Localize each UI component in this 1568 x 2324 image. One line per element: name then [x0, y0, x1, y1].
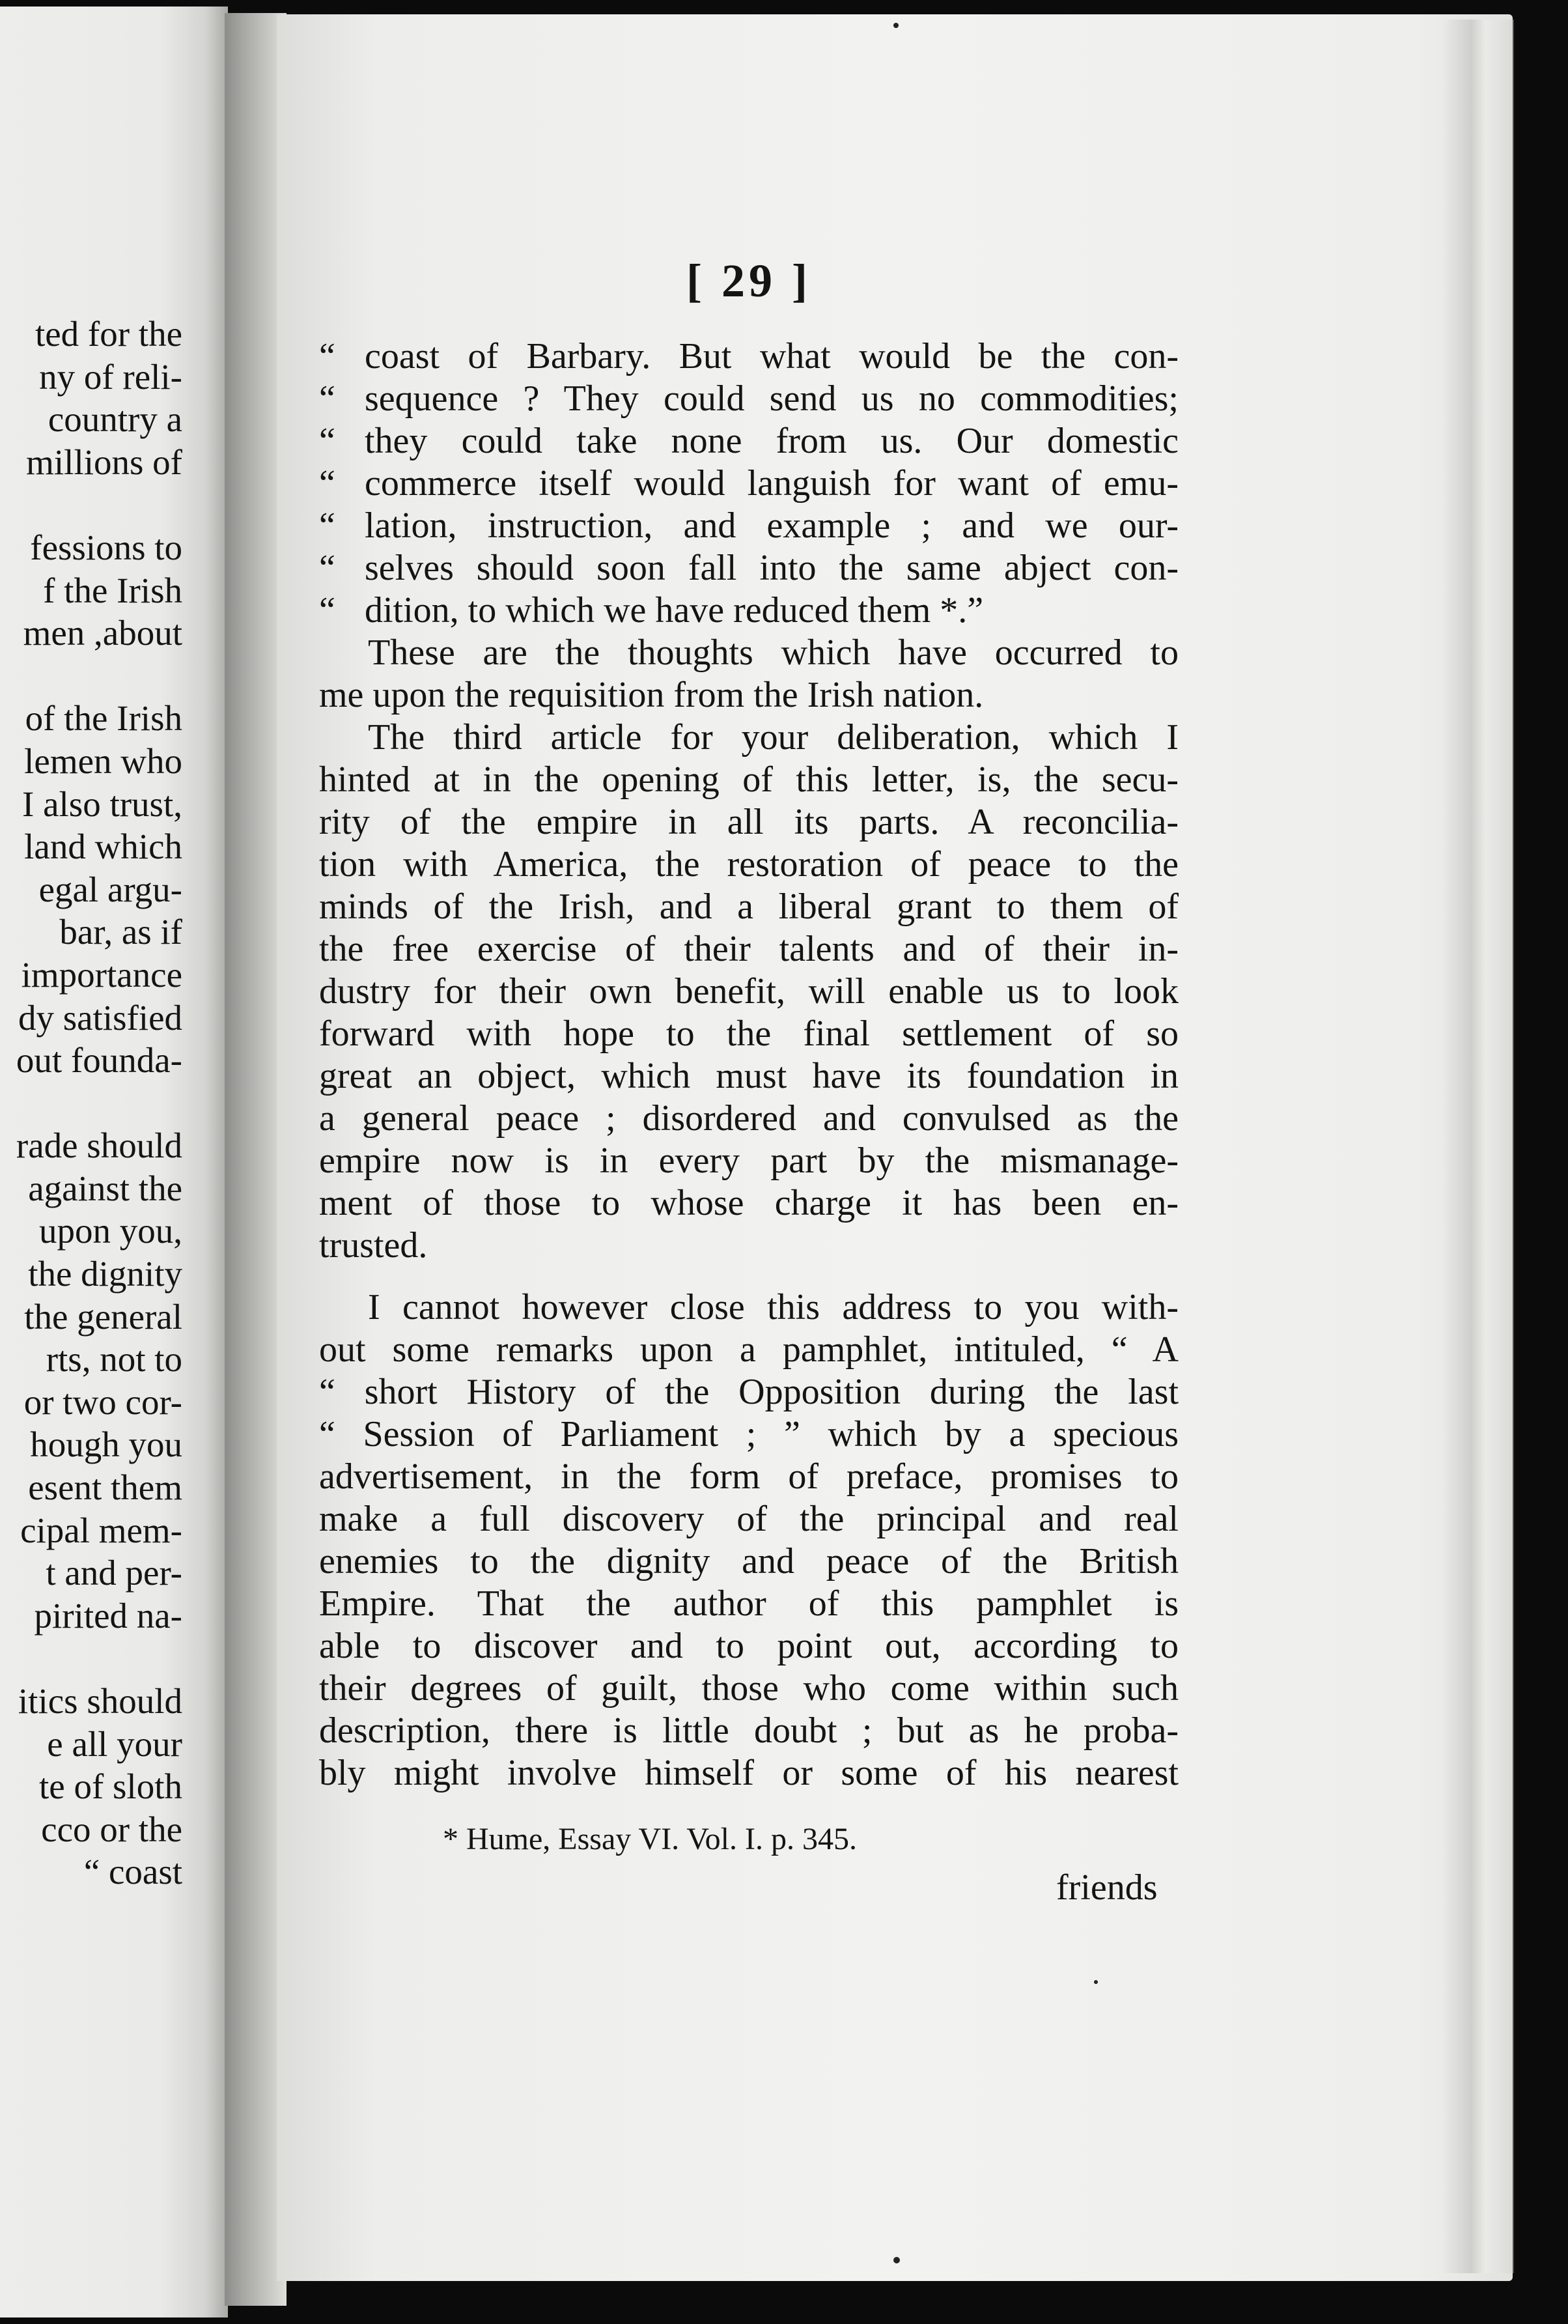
text-line: “ Session of Parliament ; ” which by a specious: [319, 1414, 1179, 1454]
text-line: hinted at in the opening of this letter, is, the secu-: [319, 759, 1179, 800]
quote-line: [319, 378, 1179, 420]
left-page-line: pirited na-: [34, 1595, 182, 1636]
quote-line: [319, 547, 1179, 589]
text-line: out some remarks upon a pamphlet, intituled, “ A: [319, 1329, 1179, 1370]
text-line: I cannot however close this address to you with-: [368, 1287, 1179, 1327]
left-page-line: [7, 1637, 182, 1680]
left-page-line: cco or the: [41, 1809, 182, 1849]
left-page-line: cipal mem-: [20, 1510, 182, 1550]
text-line: dustry for their own benefit, will enable us to look: [319, 971, 1179, 1012]
left-page-line: [7, 655, 182, 698]
quote-line-text: coast of Barbary. But what would be the con-: [365, 336, 1179, 376]
text-line: forward with hope to the final settlement of so: [319, 1013, 1179, 1054]
left-page-line: millions of: [26, 442, 182, 482]
quotation-mark: “: [319, 463, 335, 503]
left-page-line: men ,about: [23, 613, 182, 653]
page-body: [319, 335, 1179, 1794]
left-page-line: of the Irish: [25, 698, 182, 739]
paragraph: [319, 1286, 1179, 1794]
left-page-line: or two cor-: [23, 1382, 182, 1422]
text-line: tion with America, the restoration of peace to the: [319, 844, 1179, 885]
left-page-line: ted for the: [35, 314, 182, 354]
left-page-line: esent them: [28, 1467, 182, 1508]
left-page-line: [7, 483, 182, 526]
left-page-line: the dignity: [28, 1254, 182, 1294]
quote-line: [319, 589, 1179, 632]
left-page-line: e all your: [47, 1723, 182, 1764]
text-line: bly might involve himself or some of his nearest: [319, 1753, 1179, 1793]
text-line: advertisement, in the form of preface, promises to: [319, 1456, 1179, 1497]
page-number: [ 29 ]: [686, 255, 811, 307]
left-page-line: [7, 1082, 182, 1125]
left-page-line: fessions to: [30, 527, 182, 567]
text-line: trusted.: [319, 1225, 428, 1266]
ink-speck: [893, 2257, 900, 2263]
paragraph-gap: [319, 1267, 1179, 1286]
quotation-mark: “: [319, 378, 335, 419]
left-page-line: dy satisfied: [18, 997, 182, 1038]
left-page-line: against the: [28, 1168, 182, 1208]
quotation-mark: “: [319, 548, 335, 588]
paragraph: [319, 716, 1179, 1267]
left-page-line: hough you: [30, 1424, 182, 1465]
left-page-line: out founda-: [16, 1040, 182, 1081]
ink-speck: [1094, 1980, 1098, 1984]
left-page-line: “ coast: [83, 1852, 182, 1892]
quotation-mark: “: [319, 590, 335, 631]
text-line: minds of the Irish, and a liberal grant to them of: [319, 886, 1179, 927]
quote-line: [319, 335, 1179, 378]
text-line: great an object, which must have its foundation in: [319, 1056, 1179, 1096]
ink-speck: [893, 23, 899, 28]
text-line: their degrees of guilt, those who come within such: [319, 1668, 1179, 1708]
quote-line: [319, 505, 1179, 547]
left-page-line: bar, as if: [59, 912, 182, 952]
left-page-text: [7, 313, 182, 1893]
text-line: “ short History of the Opposition during the last: [319, 1372, 1179, 1412]
text-line: empire now is in every part by the mismanage-: [319, 1141, 1179, 1181]
quote-line-text: they could take none from us. Our domestic: [365, 421, 1179, 461]
left-page-line: importance: [21, 954, 182, 995]
left-page-line: the general: [24, 1296, 182, 1337]
quote-line-text: lation, instruction, and example ; and we our-: [365, 505, 1179, 546]
quote-line-text: dition, to which we have reduced them *.”: [365, 590, 984, 631]
left-page-line: lemen who: [24, 741, 182, 781]
left-page-line: upon you,: [39, 1211, 182, 1251]
left-page-line: I also trust,: [22, 784, 182, 824]
left-page-line: ny of reli-: [39, 356, 182, 397]
quote-line: [319, 462, 1179, 505]
text-line: description, there is little doubt ; but as he proba-: [319, 1710, 1179, 1751]
quote-line-text: selves should soon fall into the same abject con-: [365, 548, 1179, 588]
text-line: the free exercise of their talents and of their in-: [319, 929, 1179, 969]
text-line: me upon the requisition from the Irish nation.: [319, 675, 984, 715]
footnote: * Hume, Essay VI. Vol. I. p. 345.: [443, 1822, 857, 1856]
text-line: a general peace ; disordered and convulsed as the: [319, 1098, 1179, 1139]
left-page-line: f the Irish: [43, 570, 182, 610]
left-page-line: te of sloth: [39, 1766, 182, 1807]
paragraph: [319, 632, 1179, 716]
quote-line: [319, 420, 1179, 462]
text-line: enemies to the dignity and peace of the British: [319, 1541, 1179, 1581]
text-line: make a full discovery of the principal and real: [319, 1499, 1179, 1539]
text-line: ment of those to whose charge it has been en-: [319, 1183, 1179, 1223]
page-edge: [1442, 20, 1514, 2273]
left-page-line: land which: [24, 827, 182, 867]
left-page: [0, 7, 228, 2317]
text-line: able to discover and to point out, according to: [319, 1626, 1179, 1666]
quotation-mark: “: [319, 505, 335, 546]
left-page-line: itics should: [18, 1681, 182, 1721]
quotation-mark: “: [319, 336, 335, 376]
left-page-line: t and per-: [46, 1553, 182, 1593]
text-line: These are the thoughts which have occurred to: [368, 632, 1179, 673]
left-page-line: rade should: [16, 1126, 182, 1166]
quote-line-text: sequence ? They could send us no commodities;: [365, 378, 1179, 419]
left-page-line: rts, not to: [46, 1339, 182, 1380]
text-line: The third article for your deliberation, which I: [368, 717, 1179, 758]
catchword: friends: [1056, 1867, 1158, 1908]
text-line: Empire. That the author of this pamphlet is: [319, 1583, 1179, 1624]
left-page-line: country a: [48, 399, 182, 440]
quote-line-text: commerce itself would languish for want of emu-: [365, 463, 1179, 503]
left-page-line: egal argu-: [38, 869, 182, 909]
quotation-mark: “: [319, 421, 335, 461]
text-line: rity of the empire in all its parts. A reconcilia-: [319, 802, 1179, 842]
